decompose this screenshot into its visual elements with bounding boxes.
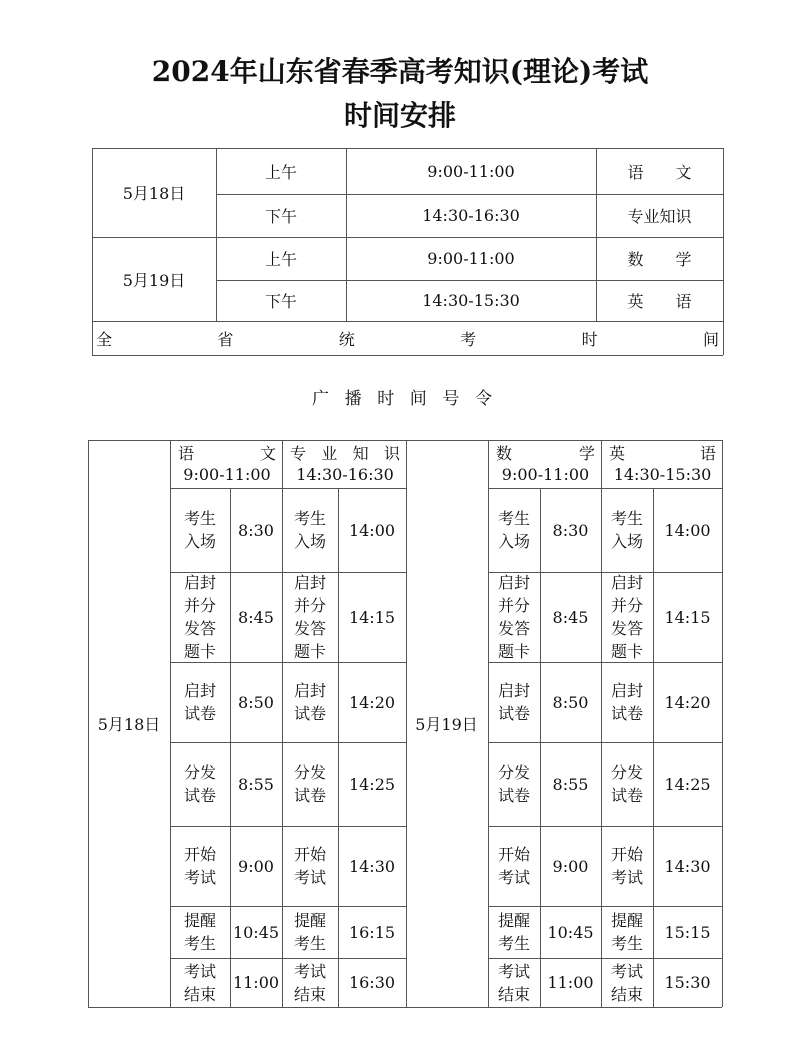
command-label-line: 考试 <box>293 868 326 887</box>
command-time: 10:45 <box>232 922 280 942</box>
command-time: 16:30 <box>348 973 396 992</box>
command-label <box>174 826 226 906</box>
command-time: 14:15 <box>348 607 396 627</box>
command-time: 14:20 <box>348 692 396 712</box>
page-subtitle: 时间安排 <box>343 99 456 132</box>
schedule-period: 下午 <box>264 207 297 226</box>
broadcast-date: 5月18日 <box>97 715 161 734</box>
command-time: 8:45 <box>238 607 274 627</box>
command-label <box>492 742 536 826</box>
command-label <box>286 488 334 572</box>
subject-name-char: 专 <box>290 444 307 463</box>
command-label-line: 考生 <box>497 934 530 953</box>
command-label-line: 并分 <box>183 596 216 615</box>
command-label-line: 试卷 <box>183 704 216 723</box>
command-label <box>492 906 536 958</box>
table-rule <box>722 440 723 1007</box>
command-label-line: 入场 <box>293 532 326 551</box>
command-time: 8:50 <box>552 692 589 712</box>
table-rule <box>282 440 283 1007</box>
table-rule <box>92 355 723 356</box>
command-label <box>605 488 649 572</box>
command-label-line: 考试 <box>183 868 216 887</box>
command-label <box>174 572 226 662</box>
command-label-line: 考生 <box>293 934 326 953</box>
command-label-line: 分发 <box>497 763 530 782</box>
command-time: 14:00 <box>348 520 396 540</box>
command-label-line: 分发 <box>293 763 326 782</box>
command-label <box>492 662 536 742</box>
broadcast-title-char: 号 <box>442 389 460 409</box>
command-label <box>174 488 226 572</box>
command-label-line: 启封 <box>293 681 326 700</box>
command-label <box>174 906 226 958</box>
subject-time: 9:00-11:00 <box>501 465 590 484</box>
command-time: 15:15 <box>664 922 711 942</box>
subject-name-char: 数 <box>496 444 513 463</box>
command-label-line: 开始 <box>183 845 216 864</box>
command-time: 8:55 <box>552 774 589 794</box>
subject-name <box>496 443 595 464</box>
command-label-line: 试卷 <box>293 786 326 805</box>
schedule-date: 5月19日 <box>122 270 186 290</box>
command-label-line: 考试 <box>610 961 643 981</box>
command-label-line: 提醒 <box>610 911 643 930</box>
table-rule <box>92 321 723 322</box>
command-label <box>286 662 334 742</box>
command-label <box>605 662 649 742</box>
command-label-line: 入场 <box>497 532 530 551</box>
subject-name <box>290 443 400 464</box>
command-label-line: 开始 <box>497 845 530 864</box>
table-rule <box>488 440 489 1007</box>
command-label <box>605 826 649 906</box>
subject-name <box>609 443 716 464</box>
subject-time: 9:00-11:00 <box>183 465 271 484</box>
command-label <box>492 958 536 1007</box>
command-label-line: 考生 <box>183 934 216 953</box>
footer-char: 考 <box>460 330 477 349</box>
footer-char: 时 <box>581 330 598 349</box>
command-label-line: 考生 <box>610 934 643 953</box>
command-label-line: 发答 <box>293 619 326 638</box>
command-label-line: 提醒 <box>293 911 326 930</box>
subject-name-char: 英 <box>609 444 626 463</box>
command-label <box>286 572 334 662</box>
command-label-line: 提醒 <box>183 911 216 930</box>
command-label-line: 考试 <box>610 868 643 887</box>
schedule-time: 14:30-16:30 <box>422 206 520 225</box>
command-label-line: 题卡 <box>183 642 216 661</box>
command-time: 8:50 <box>238 692 274 712</box>
command-label <box>286 826 334 906</box>
command-label <box>492 572 536 662</box>
command-label-line: 并分 <box>610 596 643 615</box>
command-label-line: 考试 <box>293 961 326 981</box>
command-label <box>286 742 334 826</box>
command-label-line: 启封 <box>293 573 326 592</box>
command-time: 8:30 <box>552 520 589 540</box>
schedule-period: 下午 <box>264 292 297 311</box>
footer-char: 间 <box>702 330 719 349</box>
footer-char: 全 <box>96 330 113 349</box>
command-label-line: 试卷 <box>610 704 643 723</box>
command-label-line: 试卷 <box>610 786 643 805</box>
page-title: 2024年山东省春季高考知识(理论)考试 <box>151 55 649 88</box>
command-label-line: 启封 <box>183 573 216 592</box>
command-time: 9:00 <box>238 856 274 876</box>
command-label-line: 启封 <box>497 681 530 700</box>
command-time: 11:00 <box>547 973 594 992</box>
command-label <box>605 742 649 826</box>
command-time: 8:45 <box>552 607 589 627</box>
table-rule <box>723 148 724 355</box>
command-time: 9:00 <box>552 856 589 876</box>
footer-char: 省 <box>217 330 234 349</box>
command-label-line: 发答 <box>183 619 216 638</box>
command-time: 11:00 <box>232 973 280 992</box>
broadcast-title-char: 令 <box>474 389 492 409</box>
command-time: 14:30 <box>664 856 711 876</box>
subject-time: 14:30-15:30 <box>613 465 712 484</box>
broadcast-title-char: 时 <box>377 389 395 409</box>
broadcast-title-char: 广 <box>312 389 329 409</box>
command-time: 10:45 <box>547 922 594 942</box>
footer-char: 统 <box>338 330 355 349</box>
subject-name-char: 语 <box>699 444 716 463</box>
command-label-line: 题卡 <box>610 642 643 661</box>
command-label-line: 题卡 <box>293 642 326 661</box>
subject-time: 14:30-16:30 <box>296 465 394 484</box>
command-label-line: 结束 <box>497 984 530 1004</box>
command-label-line: 考试 <box>497 961 530 981</box>
command-label-line: 结束 <box>293 984 326 1004</box>
command-label-line: 考生 <box>610 509 643 528</box>
command-label <box>605 906 649 958</box>
command-label-line: 考试 <box>497 868 530 887</box>
command-label-line: 分发 <box>183 763 216 782</box>
subject-name-char: 识 <box>383 444 400 463</box>
schedule-period: 上午 <box>264 162 297 182</box>
broadcast-title-char: 播 <box>344 389 362 409</box>
command-label-line: 入场 <box>183 532 216 551</box>
command-label-line: 试卷 <box>497 786 530 805</box>
command-time: 15:30 <box>664 973 711 992</box>
command-label-line: 开始 <box>293 845 326 864</box>
command-time: 14:00 <box>664 520 711 540</box>
schedule-subject: 语 文 <box>627 162 692 182</box>
command-label <box>174 958 226 1007</box>
broadcast-title <box>312 384 492 409</box>
table-rule <box>405 1007 722 1008</box>
command-label <box>605 572 649 662</box>
schedule-time: 9:00-11:00 <box>427 161 515 181</box>
subject-name-char: 语 <box>178 444 195 463</box>
command-label-line: 并分 <box>293 596 326 615</box>
schedule-date: 5月18日 <box>122 184 186 203</box>
table-rule <box>170 440 171 1007</box>
command-time: 14:20 <box>664 692 711 712</box>
command-time: 14:25 <box>348 774 396 794</box>
command-label <box>174 662 226 742</box>
broadcast-date: 5月19日 <box>415 715 478 734</box>
broadcast-title-char: 间 <box>409 389 427 409</box>
command-label <box>286 958 334 1007</box>
command-label-line: 启封 <box>610 573 643 592</box>
command-label-line: 启封 <box>183 681 216 700</box>
command-label-line: 考生 <box>497 509 530 528</box>
command-label <box>492 826 536 906</box>
table-rule <box>601 440 602 1007</box>
command-label-line: 考生 <box>183 509 216 528</box>
schedule-time: 14:30-15:30 <box>422 291 520 310</box>
command-label-line: 开始 <box>610 845 643 864</box>
command-label-line: 结束 <box>610 984 643 1004</box>
command-label-line: 发答 <box>610 619 643 638</box>
schedule-subject: 英 语 <box>627 292 692 311</box>
subject-name-char: 业 <box>321 444 338 463</box>
command-label-line: 启封 <box>497 573 530 592</box>
command-label-line: 题卡 <box>497 642 530 661</box>
schedule-footer <box>96 327 719 350</box>
subject-name <box>178 443 276 464</box>
command-label <box>174 742 226 826</box>
command-label-line: 提醒 <box>497 911 530 930</box>
schedule-subject: 数 学 <box>627 250 692 269</box>
subject-name-char: 文 <box>259 444 276 463</box>
table-rule <box>88 1007 406 1008</box>
command-label-line: 试卷 <box>183 786 216 805</box>
command-label-line: 启封 <box>610 681 643 700</box>
schedule-time: 9:00-11:00 <box>427 249 515 268</box>
command-time: 8:55 <box>238 774 274 794</box>
command-time: 8:30 <box>238 520 274 540</box>
command-label-line: 考试 <box>183 961 216 981</box>
command-label <box>286 906 334 958</box>
command-label-line: 发答 <box>497 619 530 638</box>
command-label-line: 入场 <box>610 532 643 551</box>
command-time: 14:25 <box>664 774 711 794</box>
command-label-line: 结束 <box>183 984 216 1004</box>
command-time: 16:15 <box>348 922 396 942</box>
command-label-line: 考生 <box>293 509 326 528</box>
subject-name-char: 知 <box>352 444 369 463</box>
schedule-period: 上午 <box>264 250 297 269</box>
command-label <box>492 488 536 572</box>
command-time: 14:30 <box>348 856 396 876</box>
command-label <box>605 958 649 1007</box>
command-label-line: 试卷 <box>497 704 530 723</box>
command-label-line: 试卷 <box>293 704 326 723</box>
command-label-line: 并分 <box>497 596 530 615</box>
command-label-line: 分发 <box>610 763 643 782</box>
subject-name-char: 学 <box>578 444 595 463</box>
command-time: 14:15 <box>664 607 711 627</box>
schedule-subject: 专业知识 <box>627 207 692 226</box>
